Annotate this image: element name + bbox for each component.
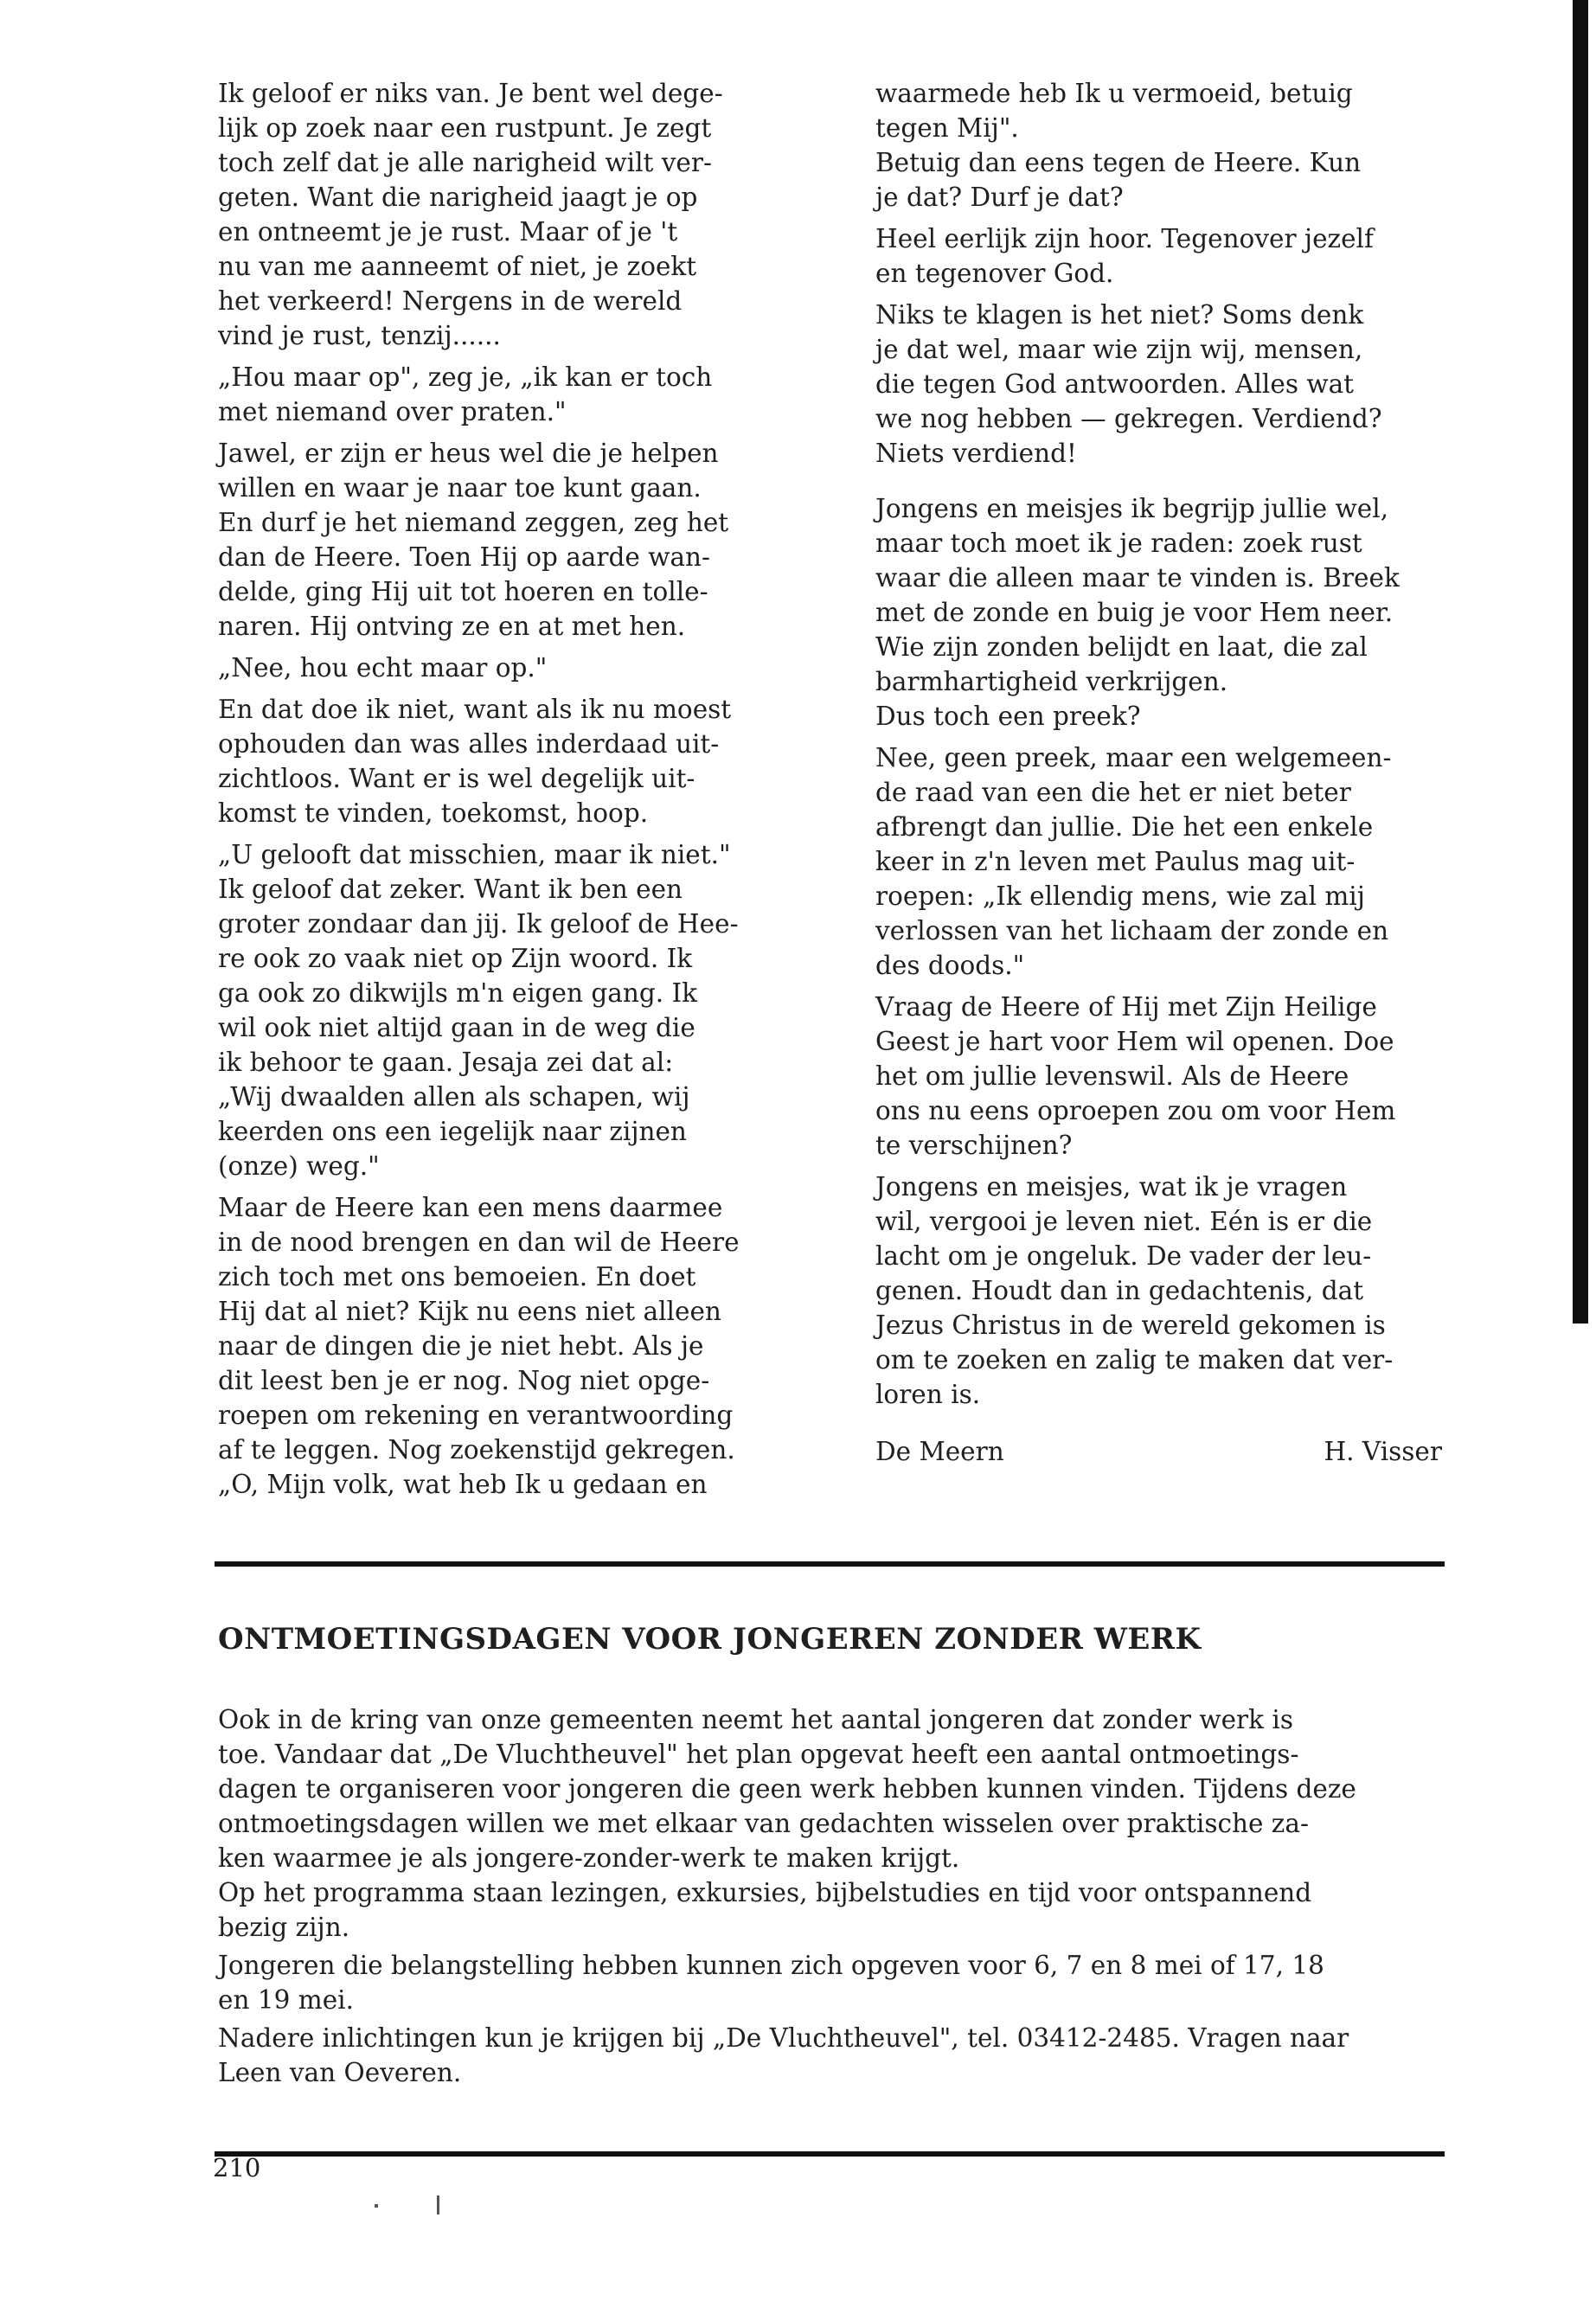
- right-paragraph: Niks te klagen is het niet? Soms denk je dat wel, maar wie zijn wij, mensen, die tegen God antwoorden. Alles wat we nog hebben — gekregen. Verdiend? Niets verdiend!: [875, 300, 1382, 468]
- left-paragraph: Ik geloof er niks van. Je bent wel dege- lijk op zoek naar een rustpunt. Je zegt toch zelf dat je alle narigheid wilt ver- geten. Want die narigheid jaagt je op en ontneemt je je rust. Maar of je 't nu van me aanneemt of niet, je zoekt het verkeerd! Nergens in de wereld vind je rust, tenzij......: [218, 79, 723, 350]
- right-paragraph: Jongens en meisjes, wat ik je vragen wil, vergooi je leven niet. Eén is er die lacht om je ongeluk. De vader der leu- genen. Houdt dan in gedachtenis, dat Jezus Christus in de wereld gekomen is om te zoeken en zalig te maken dat ver- loren is.: [875, 1172, 1394, 1409]
- right-column: [875, 76, 1442, 1469]
- article-paragraph: Nadere inlichtingen kun je krijgen bij „De Vluchtheuvel", tel. 03412-2485. Vragen naar Leen van Oeveren.: [218, 2023, 1349, 2087]
- section-divider: [215, 1561, 1445, 1567]
- article-heading: ONTMOETINGSDAGEN VOOR JONGEREN ZONDER WERK: [218, 1622, 1202, 1657]
- signature-place: De Meern: [875, 1437, 1004, 1466]
- left-paragraph: „U gelooft dat misschien, maar ik niet." Ik geloof dat zeker. Want ik ben een groter zondaar dan jij. Ik geloof de Hee- re ook zo vaak niet op Zijn woord. Ik ga ook zo dikwijls m'n eigen gang. Ik wil ook niet altijd gaan in de weg die ik behoor te gaan. Jesaja zei dat al: „Wij dwaalden allen als schapen, wij keerden ons een iegelijk naar zijnen (onze) weg.": [218, 840, 739, 1181]
- page-number: 210: [213, 2153, 261, 2182]
- article-body: [218, 1702, 1446, 2093]
- right-paragraph: Nee, geen preek, maar een welgemeen- de raad van een die het er niet beter afbrengt dan jullie. Die het een enkele keer in z'n leven met Paulus mag uit- roepen: „Ik ellendig mens, wie zal mij verlossen van het lichaam der zonde en des doods.": [875, 743, 1392, 980]
- left-column: [218, 76, 785, 1509]
- right-paragraph: waarmede heb Ik u vermoeid, betuig tegen Mij". Betuig dan eens tegen de Heere. Kun je dat? Durf je dat?: [875, 79, 1362, 212]
- article-paragraph: Ook in de kring van onze gemeenten neemt het aantal jongeren dat zonder werk is toe. Vandaar dat „De Vluchtheuvel" het plan opgevat heeft een aantal ontmoetings- dagen te organiseren voor jongeren die geen werk hebben kunnen vinden. Tijdens deze ontmoetingsdagen willen we met elkaar van gedachten wisselen over praktische za- ken waarmee je als jongere-zonder-werk te maken krijgt. Op het programma staan lezingen, exkursies, bijbelstudies en tijd voor ontspannend bezig zijn.: [218, 1705, 1356, 1942]
- left-paragraph: „Hou maar op", zeg je, „ik kan er toch met niemand over praten.": [218, 362, 713, 426]
- right-paragraph: Jongens en meisjes ik begrijp jullie wel, maar toch moet ik je raden: zoek rust waar die alleen maar te vinden is. Breek met de zonde en buig je voor Hem neer. Wie zijn zonden belijdt en laat, die zal barmhartigheid verkrijgen. Dus toch een preek?: [875, 494, 1400, 731]
- footer-divider: [215, 2151, 1445, 2157]
- left-paragraph: Maar de Heere kan een mens daarmee in de nood brengen en dan wil de Heere zich toch met ons bemoeien. En doet Hij dat al niet? Kijk nu eens niet alleen naar de dingen die je niet hebt. Als je dit leest ben je er nog. Nog niet opge- roepen om rekening en verantwoording af te leggen. Nog zoekenstijd gekregen. „O, Mijn volk, wat heb Ik u gedaan en: [218, 1193, 740, 1499]
- signature: [875, 1434, 1442, 1469]
- left-paragraph: „Nee, hou echt maar op.": [218, 653, 548, 683]
- right-paragraph: Heel eerlijk zijn hoor. Tegenover jezelf en tegenover God.: [875, 224, 1374, 288]
- article-paragraph: Jongeren die belangstelling hebben kunnen zich opgeven voor 6, 7 en 8 mei of 17, 18 en 19 mei.: [218, 1951, 1324, 2015]
- right-paragraph: Vraag de Heere of Hij met Zijn Heilige Geest je hart voor Hem wil openen. Doe het om jullie levenswil. Als de Heere ons nu eens oproepen zou om voor Hem te verschijnen?: [875, 992, 1396, 1160]
- scan-speck: [375, 2204, 378, 2208]
- signature-author: H. Visser: [1324, 1437, 1442, 1466]
- scan-edge-bar: [1573, 0, 1588, 1324]
- scan-speck: [437, 2195, 439, 2214]
- left-paragraph: Jawel, er zijn er heus wel die je helpen willen en waar je naar toe kunt gaan. En durf je het niemand zeggen, zeg het dan de Heere. Toen Hij op aarde wan- delde, ging Hij uit tot hoeren en tolle- naren. Hij ontving ze en at met hen.: [218, 439, 729, 641]
- left-paragraph: En dat doe ik niet, want als ik nu moest ophouden dan was alles inderdaad uit- zichtloos. Want er is wel degelijk uit- komst te vinden, toekomst, hoop.: [218, 695, 732, 828]
